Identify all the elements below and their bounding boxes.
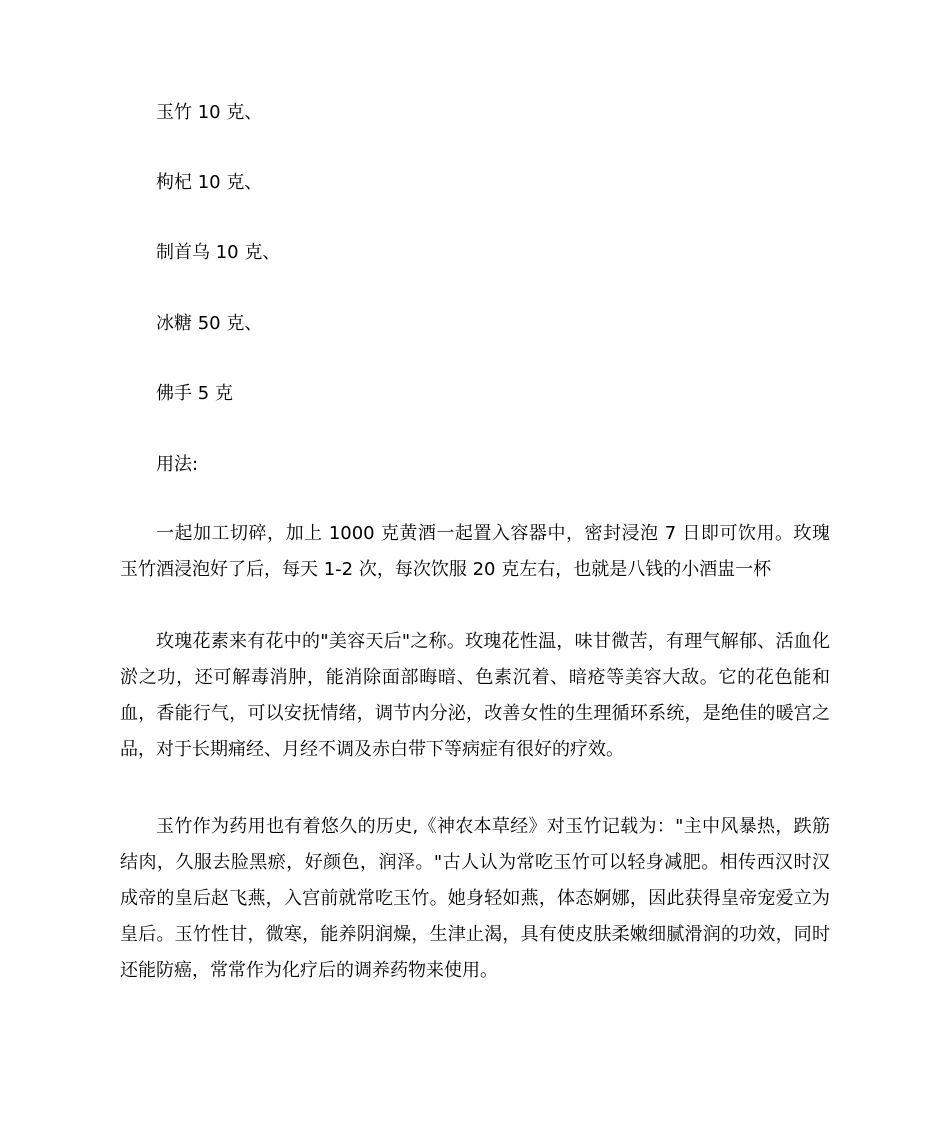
ingredient-gouqi: 枸杞 10 克、 (156, 172, 263, 193)
ingredient-yuzhu: 玉竹 10 克、 (156, 102, 263, 123)
ingredient-foshou: 佛手 5 克 (156, 383, 233, 404)
ingredient-bingtang: 冰糖 50 克、 (156, 313, 263, 334)
usage-heading: 用法: (156, 454, 199, 475)
paragraph-rose-benefits: 玫瑰花素来有花中的"美容天后"之称。玫瑰花性温，味甘微苦，有理气解郁、活血化淤之功，还可解毒消肿，能消除面部晦暗、色素沉着、暗疮等美容大敌。它的花色能和血，香能行气，可以安抚情绪，调节内分泌，改善女性的生理循环系统，是绝佳的暖宫之品，对于长期痛经、月经不调及赤白带下等病症有很好的疗效。 (120, 631, 830, 760)
paragraph-yuzhu-history: 玉竹作为药用也有着悠久的历史,《神农本草经》对玉竹记载为："主中风暴热，跌筋结肉，久服去脸黑瘀，好颜色，润泽。"古人认为常吃玉竹可以轻身减肥。相传西汉时汉成帝的皇后赵飞燕，入宫前就常吃玉竹。她身轻如燕，体态婀娜，因此获得皇帝宠爱立为皇后。玉竹性甘，微寒，能养阴润燥，生津止渴，具有使皮肤柔嫩细腻滑润的功效，同时还能防癌，常常作为化疗后的调养药物来使用。 (120, 816, 830, 981)
paragraph-usage-instructions: 一起加工切碎，加上 1000 克黄酒一起置入容器中，密封浸泡 7 日即可饮用。玫瑰玉竹酒浸泡好了后，每天 1-2 次，每次饮服 20 克左右，也就是八钱的小酒盅一杯 (120, 523, 830, 580)
ingredient-zhishouwu: 制首乌 10 克、 (156, 242, 281, 263)
